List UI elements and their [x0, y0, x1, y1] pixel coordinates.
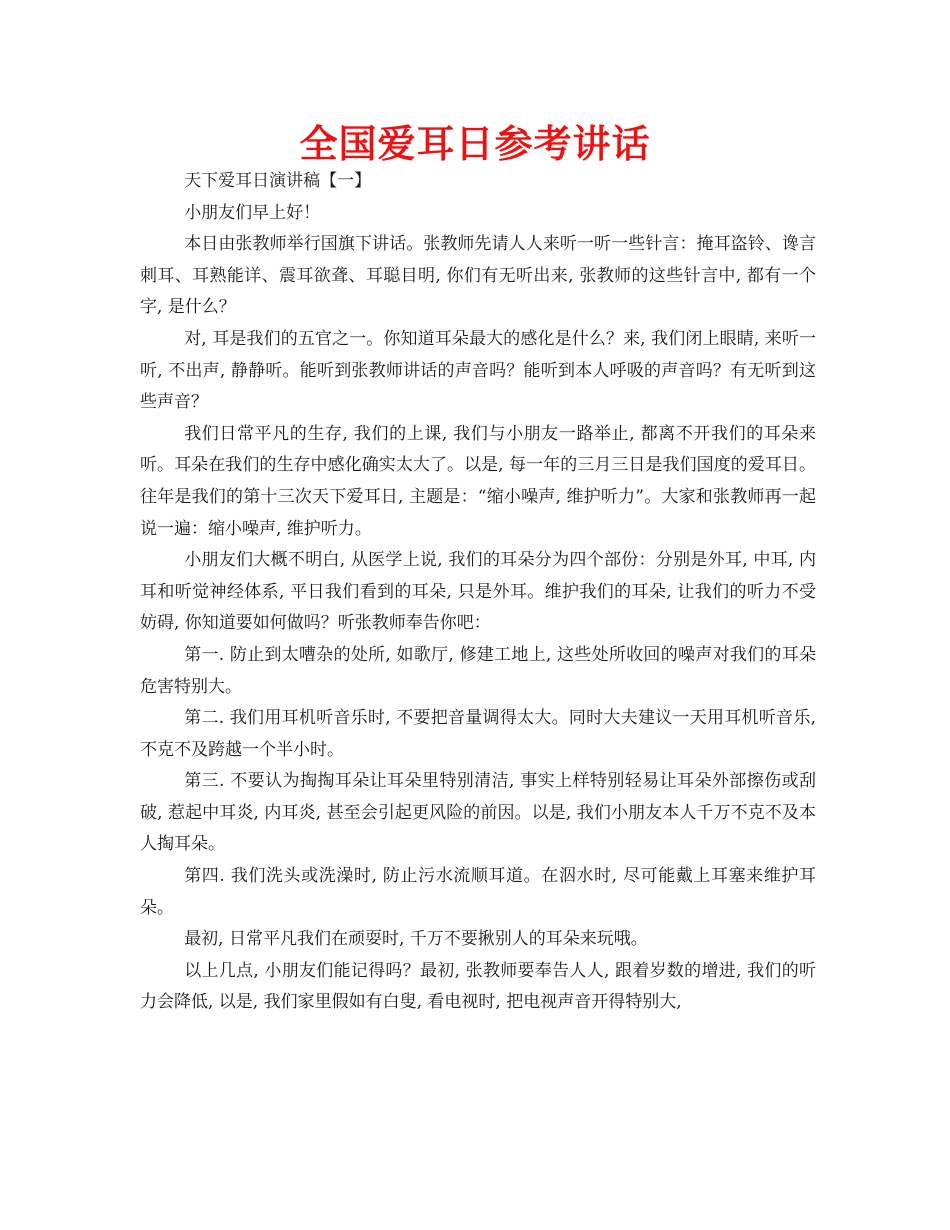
body-paragraph: 以上几点, 小朋友们能记得吗？最初, 张教师要奉告人人, 跟着岁数的增进, 我们的听力会降低, 以是, 我们家里假如有白叟, 看电视时, 把电视声音开得特别大,: [140, 960, 816, 1013]
page-title: 全国爱耳日参考讲话: [299, 122, 651, 166]
body-paragraph: 最初, 日常平凡我们在顽耍时, 千万不要揪别人的耳朵来玩哦。: [184, 929, 648, 950]
list-item-second: 第二. 我们用耳机听音乐时, 不要把音量调得太大。同时大夫建议一天用耳机听音乐, 不克不及跨越一个半小时。: [140, 708, 816, 760]
body-paragraph: 我们日常平凡的生存, 我们的上课, 我们与小朋友一路举止, 都离不开我们的耳朵来听。耳朵在我们的生存中感化确实太大了。以是, 每一年的三月三日是我们国度的爱耳日。往年是我们的第十三次天下爱耳日, 主题是：“缩小噪声, 维护听力”。大家和张教师再一起说一遍：缩小噪声, 维护听力。: [140, 423, 816, 539]
document-body: [140, 166, 816, 1019]
list-item-third: 第三. 不要认为掏掏耳朵让耳朵里特别清洁, 事实上样特别轻易让耳朵外部擦伤或刮破, 惹起中耳炎, 内耳炎, 甚至会引起更风险的前因。以是, 我们小朋友本人千万不克不及本人掏耳朵。: [140, 771, 816, 855]
list-item-fourth: 第四. 我们洗头或洗澡时, 防止污水流顺耳道。在泅水时, 尽可能戴上耳塞来维护耳朵。: [140, 866, 816, 918]
section-heading: 天下爱耳日演讲稿【一】: [184, 171, 372, 191]
body-paragraph: 小朋友们大概不明白, 从医学上说, 我们的耳朵分为四个部份：分别是外耳, 中耳, 内耳和听觉神经体系, 平日我们看到的耳朵, 只是外耳。维护我们的耳朵, 让我们的听力不受妨碍, 你知道要如何做吗？听张教师奉告你吧：: [140, 550, 816, 634]
list-item-first: 第一. 防止到太嘈杂的处所, 如歌厅, 修建工地上, 这些处所收回的噪声对我们的耳朵危害特别大。: [140, 644, 816, 697]
body-paragraph: 对, 耳是我们的五官之一。你知道耳朵最大的感化是什么？来, 我们闭上眼睛, 来听一听, 不出声, 静静听。能听到张教师讲话的声音吗？能听到本人呼吸的声音吗？有无听到这些声音？: [140, 328, 816, 413]
body-paragraph: 本日由张教师举行国旗下讲话。张教师先请人人来听一听一些针言：掩耳盗铃、谗言刺耳、耳熟能详、震耳欲聋、耳聪目明, 你们有无听出来, 张教师的这些针言中, 都有一个字, 是什么？: [140, 234, 816, 318]
greeting-paragraph: 小朋友们早上好！: [184, 202, 321, 223]
